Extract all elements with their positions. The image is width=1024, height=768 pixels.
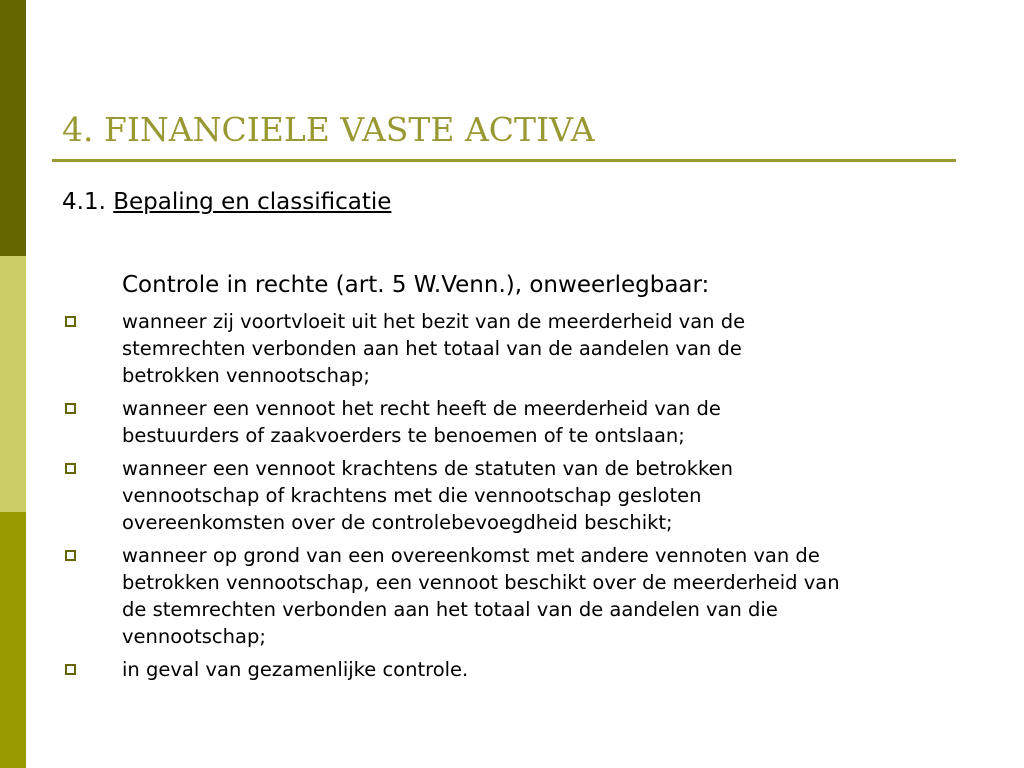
bullet-line: vennootschap of krachtens met die vennootschap gesloten xyxy=(122,484,702,507)
hollow-square-bullet-icon xyxy=(65,403,76,414)
hollow-square-bullet-icon xyxy=(65,664,76,675)
bullet-line: wanneer op grond van een overeenkomst met andere vennoten van de xyxy=(122,544,820,567)
side-band-top xyxy=(0,0,26,256)
bullet-line: stemrechten verbonden aan het totaal van de aandelen van de xyxy=(122,337,742,360)
bullet-line: wanneer zij voortvloeit uit het bezit van de meerderheid van de xyxy=(122,310,746,333)
hollow-square-bullet-icon xyxy=(65,463,76,474)
bullet-line: in geval van gezamenlijke controle. xyxy=(122,658,469,681)
bullet-line: bestuurders of zaakvoerders te benoemen of te ontslaan; xyxy=(122,424,685,447)
bullet-item xyxy=(0,308,980,389)
slide-title: 4. FINANCIELE VASTE ACTIVA xyxy=(62,110,595,149)
intro-text: Controle in rechte (art. 5 W.Venn.), onweerlegbaar: xyxy=(122,272,710,298)
section-number: 4.1. xyxy=(62,189,106,215)
bullet-item xyxy=(0,395,980,449)
bullet-item xyxy=(0,656,980,683)
hollow-square-bullet-icon xyxy=(65,550,76,561)
section-title: Bepaling en classificatie xyxy=(113,189,392,215)
bullet-item xyxy=(0,542,980,650)
bullet-line: overeenkomsten over de controlebevoegdheid beschikt; xyxy=(122,511,673,534)
bullet-list xyxy=(0,308,980,689)
bullet-line: wanneer een vennoot het recht heeft de meerderheid van de xyxy=(122,397,721,420)
title-divider xyxy=(52,159,956,162)
bullet-line: betrokken vennootschap, een vennoot beschikt over de meerderheid van xyxy=(122,571,840,594)
section-subheading xyxy=(62,186,391,218)
hollow-square-bullet-icon xyxy=(65,316,76,327)
bullet-item xyxy=(0,455,980,536)
bullet-line: wanneer een vennoot krachtens de statuten van de betrokken xyxy=(122,457,733,480)
bullet-line: vennootschap; xyxy=(122,625,266,648)
bullet-line: betrokken vennootschap; xyxy=(122,364,370,387)
bullet-line: de stemrechten verbonden aan het totaal van de aandelen van die xyxy=(122,598,778,621)
